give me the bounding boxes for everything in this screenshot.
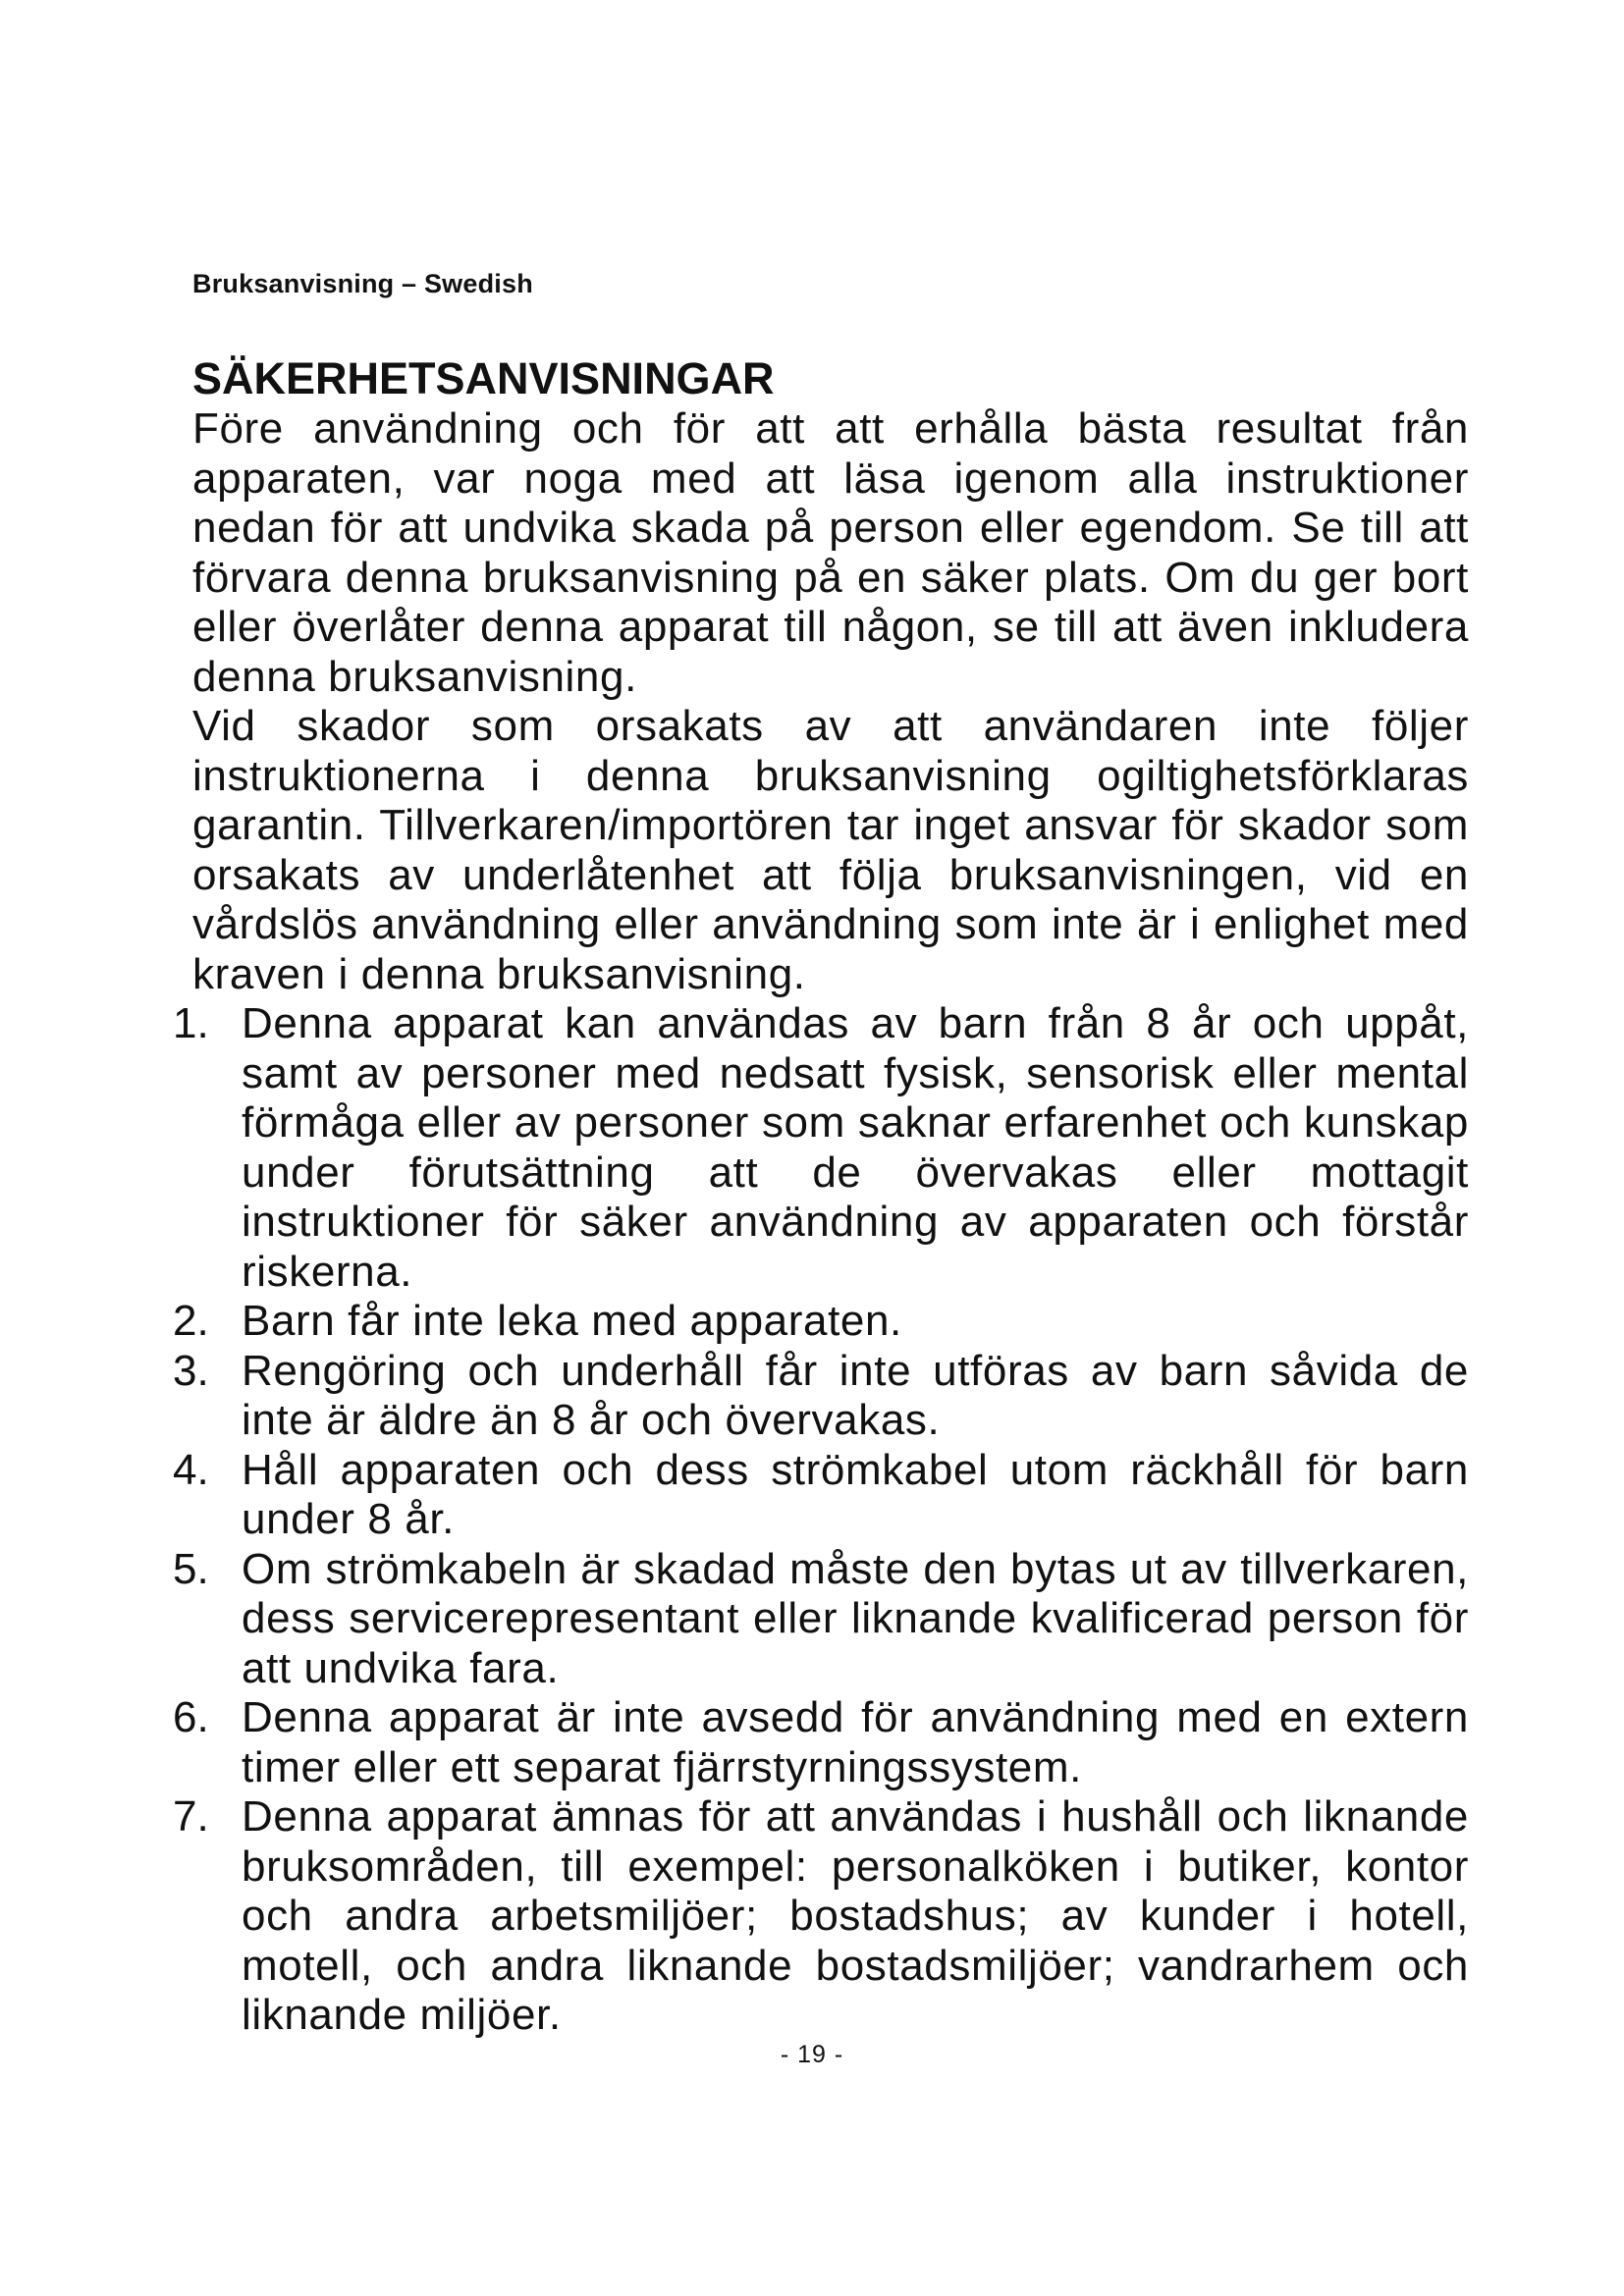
document-header: Bruksanvisning – Swedish: [192, 269, 533, 298]
list-item: [173, 1792, 1469, 2041]
list-item-number: 6.: [173, 1693, 209, 1741]
list-item-text: Denna apparat ämnas för att användas i hushåll och liknande bruksområden, till exempel: personalköken i butiker, kontor och andra arbetsmiljöer; bostadshus; av kunder i hotell, motell, och andra liknande bostadsmiljöer; vandrarhem och liknande miljöer.: [242, 1792, 1469, 2039]
warranty-paragraph: Vid skador som orsakats av att användaren inte följer instruktionerna i denna bruksanvisning ogiltighetsförklaras garantin. Tillverkaren/importören tar inget ansvar för skador som orsakats av underlåtenhet att följa bruksanvisningen, vid en vårdslös användning eller användning som inte är i enlighet med kraven i denna bruksanvisning.: [192, 702, 1469, 998]
list-item: [173, 1347, 1469, 1446]
intro-paragraph: Före användning och för att att erhålla bästa resultat från apparaten, var noga med att läsa igenom alla instruktioner nedan för att undvika skada på person eller egendom. Se till att förvara denna bruksanvisning på en säker plats. Om du ger bort eller överlåter denna apparat till någon, se till att även inkludera denna bruksanvisning.: [192, 404, 1469, 701]
list-item: [173, 1693, 1469, 1792]
page-number: - 19 -: [780, 2041, 844, 2068]
list-item-text: Barn får inte leka med apparaten.: [242, 1297, 902, 1345]
list-item: [173, 1446, 1469, 1545]
list-item-text: Denna apparat kan användas av barn från 8 år och uppåt, samt av personer med nedsatt fysisk, sensorisk eller mental förmåga eller av personer som saknar erfarenhet och kunskap under förutsättning att de övervakas eller mottagit instruktioner för säker användning av apparaten och förstår riskerna.: [242, 999, 1469, 1296]
list-item: [173, 1545, 1469, 1694]
list-item-number: 4.: [173, 1445, 209, 1494]
list-item-number: 7.: [173, 1792, 209, 1841]
list-item: [173, 999, 1469, 1297]
safety-instructions-list: [173, 999, 1469, 2041]
section-title: SÄKERHETSANVISNINGAR: [192, 353, 775, 403]
list-item-text: Håll apparaten och dess strömkabel utom räckhåll för barn under 8 år.: [242, 1445, 1469, 1543]
list-item-number: 3.: [173, 1346, 209, 1395]
list-item-number: 1.: [173, 999, 209, 1047]
list-item-text: Rengöring och underhåll får inte utföras av barn såvida de inte är äldre än 8 år och övervakas.: [242, 1346, 1469, 1444]
list-item-text: Om strömkabeln är skadad måste den bytas ut av tillverkaren, dess servicerepresentant eller liknande kvalificerad person för att undvika fara.: [242, 1544, 1469, 1692]
list-item-number: 2.: [173, 1297, 209, 1345]
list-item-number: 5.: [173, 1544, 209, 1593]
list-item-text: Denna apparat är inte avsedd för användning med en extern timer eller ett separat fjärrstyrningssystem.: [242, 1693, 1469, 1791]
list-item: [173, 1297, 1469, 1347]
safety-section: [173, 353, 1469, 2041]
